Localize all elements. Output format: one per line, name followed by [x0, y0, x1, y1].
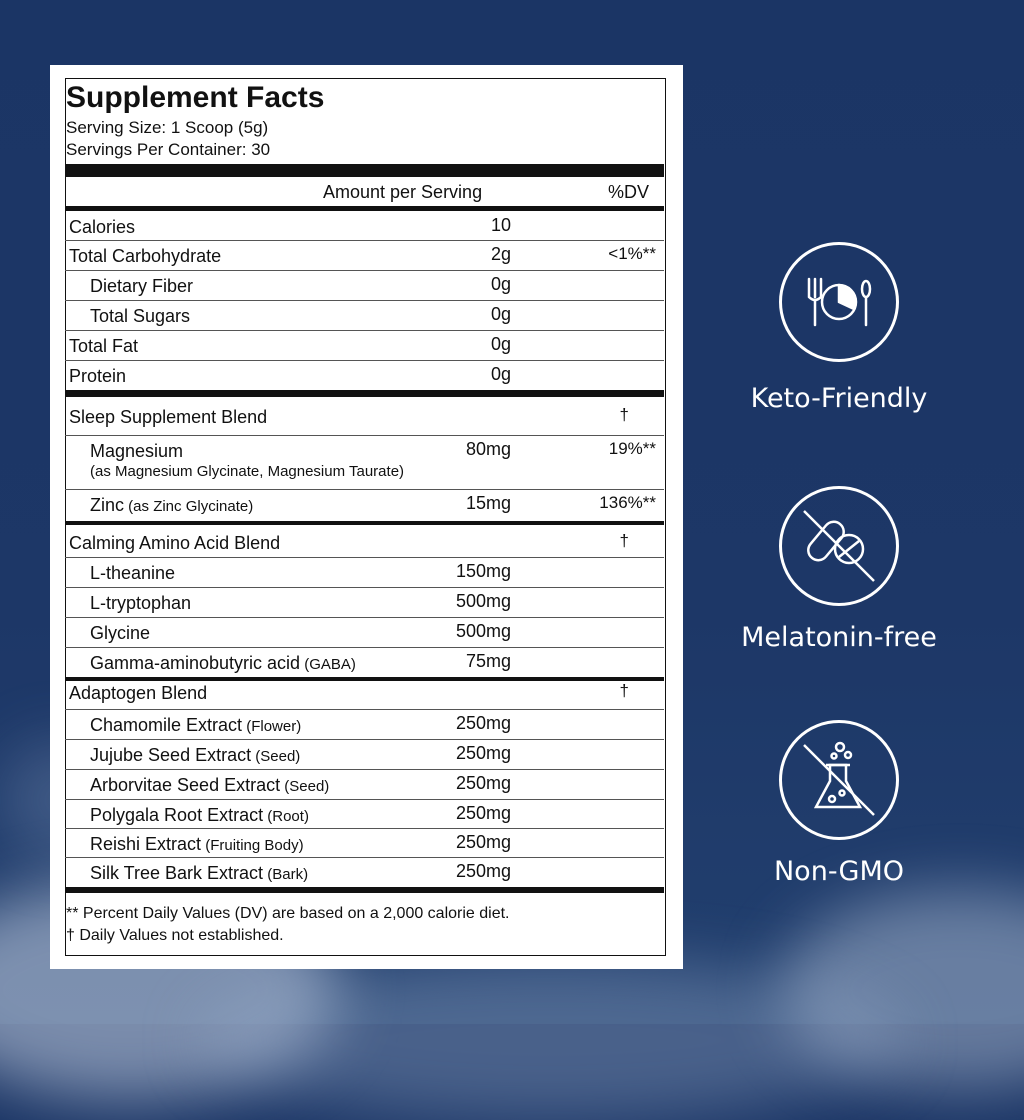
facts-row — [65, 617, 664, 648]
nutrient-name: Gamma-aminobutyric acid (GABA) — [90, 653, 356, 673]
facts-row — [65, 401, 664, 436]
facts-row — [65, 828, 664, 858]
footnote-dv: ** Percent Daily Values (DV) are based on a 2,000 calorie diet. — [66, 905, 510, 922]
no-pill-icon — [782, 489, 896, 603]
facts-title: Supplement Facts — [66, 81, 325, 114]
nongmo-badge — [779, 720, 899, 840]
facts-row — [65, 270, 664, 301]
facts-row — [65, 647, 664, 681]
nutrient-name: Jujube Seed Extract (Seed) — [90, 745, 301, 765]
nutrient-amount: 0g — [490, 364, 511, 384]
divider-bottom — [65, 887, 664, 893]
nutrient-amount: 10 — [490, 215, 511, 235]
nutrient-amount: 250mg — [455, 713, 511, 733]
nutrient-name: Total Fat — [69, 336, 139, 356]
supplement-facts-panel — [50, 65, 683, 969]
facts-row — [65, 360, 664, 397]
nutrient-name: Adaptogen Blend — [69, 683, 208, 703]
nutrient-name: L-theanine — [90, 563, 176, 583]
facts-row — [65, 300, 664, 331]
nutrient-amount: 2g — [490, 244, 511, 264]
nutrient-name: Sleep Supplement Blend — [69, 407, 268, 427]
nutrient-qualifier: (Flower) — [242, 718, 302, 735]
nutrient-dv: † — [619, 681, 629, 700]
nutrient-dv: 19%** — [608, 439, 656, 458]
facts-row — [65, 587, 664, 618]
facts-row — [65, 211, 664, 241]
facts-row — [65, 769, 664, 800]
nutrient-qualifier: (Root) — [263, 808, 309, 825]
nutrient-dv: † — [619, 405, 629, 424]
header-dv: %DV — [608, 182, 650, 202]
nutrient-name: Zinc (as Zinc Glycinate) — [90, 495, 254, 515]
nutrient-amount: 250mg — [455, 773, 511, 793]
nutrient-subtext: (as Magnesium Glycinate, Magnesium Taurate) — [90, 463, 405, 480]
utensils-plate-icon — [782, 245, 896, 359]
facts-row — [65, 799, 664, 829]
facts-row — [65, 857, 664, 885]
servings-per-container: Servings Per Container: 30 — [66, 140, 271, 159]
nutrient-amount: 500mg — [455, 591, 511, 611]
no-flask-icon — [782, 723, 896, 837]
facts-row — [65, 240, 664, 271]
nutrient-name: Protein — [69, 366, 127, 386]
nutrient-amount: 15mg — [465, 493, 511, 513]
nutrient-name: Polygala Root Extract (Root) — [90, 805, 309, 825]
nutrient-amount: 250mg — [455, 803, 511, 823]
nutrient-qualifier: (GABA) — [300, 656, 356, 673]
nutrient-name: Chamomile Extract (Flower) — [90, 715, 302, 735]
nutrient-amount: 500mg — [455, 621, 511, 641]
nutrient-amount: 0g — [490, 274, 511, 294]
nutrient-dv: <1%** — [608, 244, 656, 263]
keto-label: Keto-Friendly — [750, 383, 928, 414]
facts-row — [65, 557, 664, 588]
serving-size: Serving Size: 1 Scoop (5g) — [66, 118, 269, 137]
nutrient-name: Magnesium — [90, 441, 184, 461]
nutrient-name: Silk Tree Bark Extract (Bark) — [90, 863, 309, 883]
nutrient-amount: 250mg — [455, 832, 511, 852]
nutrient-dv: 136%** — [599, 493, 656, 512]
facts-row — [65, 677, 664, 710]
facts-row — [65, 435, 664, 490]
nutrient-name: Dietary Fiber — [90, 276, 194, 296]
facts-row — [65, 527, 664, 558]
melatonin-label: Melatonin-free — [741, 622, 937, 653]
facts-row — [65, 709, 664, 740]
nutrient-name: Calming Amino Acid Blend — [69, 533, 281, 553]
nutrient-dv: † — [619, 531, 629, 550]
facts-row — [65, 330, 664, 361]
nutrient-name: Total Sugars — [90, 306, 191, 326]
nutrient-amount: 80mg — [465, 439, 511, 459]
nutrient-qualifier: (Seed) — [280, 778, 330, 795]
facts-row — [65, 489, 664, 525]
nutrient-amount: 250mg — [455, 743, 511, 763]
nutrient-amount: 250mg — [455, 861, 511, 881]
nutrient-name: Reishi Extract (Fruiting Body) — [90, 834, 304, 854]
nutrient-name: Arborvitae Seed Extract (Seed) — [90, 775, 330, 795]
divider-thick — [65, 164, 664, 177]
nutrient-name: L-tryptophan — [90, 593, 192, 613]
nutrient-amount: 75mg — [465, 651, 511, 671]
nutrient-qualifier: (as Zinc Glycinate) — [124, 498, 254, 515]
nutrient-qualifier: (Fruiting Body) — [201, 837, 304, 854]
nutrient-name: Glycine — [90, 623, 151, 643]
footnote-dagger: † Daily Values not established. — [66, 927, 284, 944]
header-amount: Amount per Serving — [323, 182, 483, 202]
nutrient-qualifier: (Seed) — [251, 748, 301, 765]
nutrient-name: Calories — [69, 217, 136, 237]
nutrient-amount: 0g — [490, 334, 511, 354]
facts-row — [65, 739, 664, 770]
nongmo-label: Non-GMO — [773, 856, 905, 887]
keto-badge — [779, 242, 899, 362]
nutrient-amount: 0g — [490, 304, 511, 324]
nutrient-amount: 150mg — [455, 561, 511, 581]
melatonin-badge — [779, 486, 899, 606]
nutrient-qualifier: (Bark) — [263, 866, 309, 883]
nutrient-name: Total Carbohydrate — [69, 246, 222, 266]
